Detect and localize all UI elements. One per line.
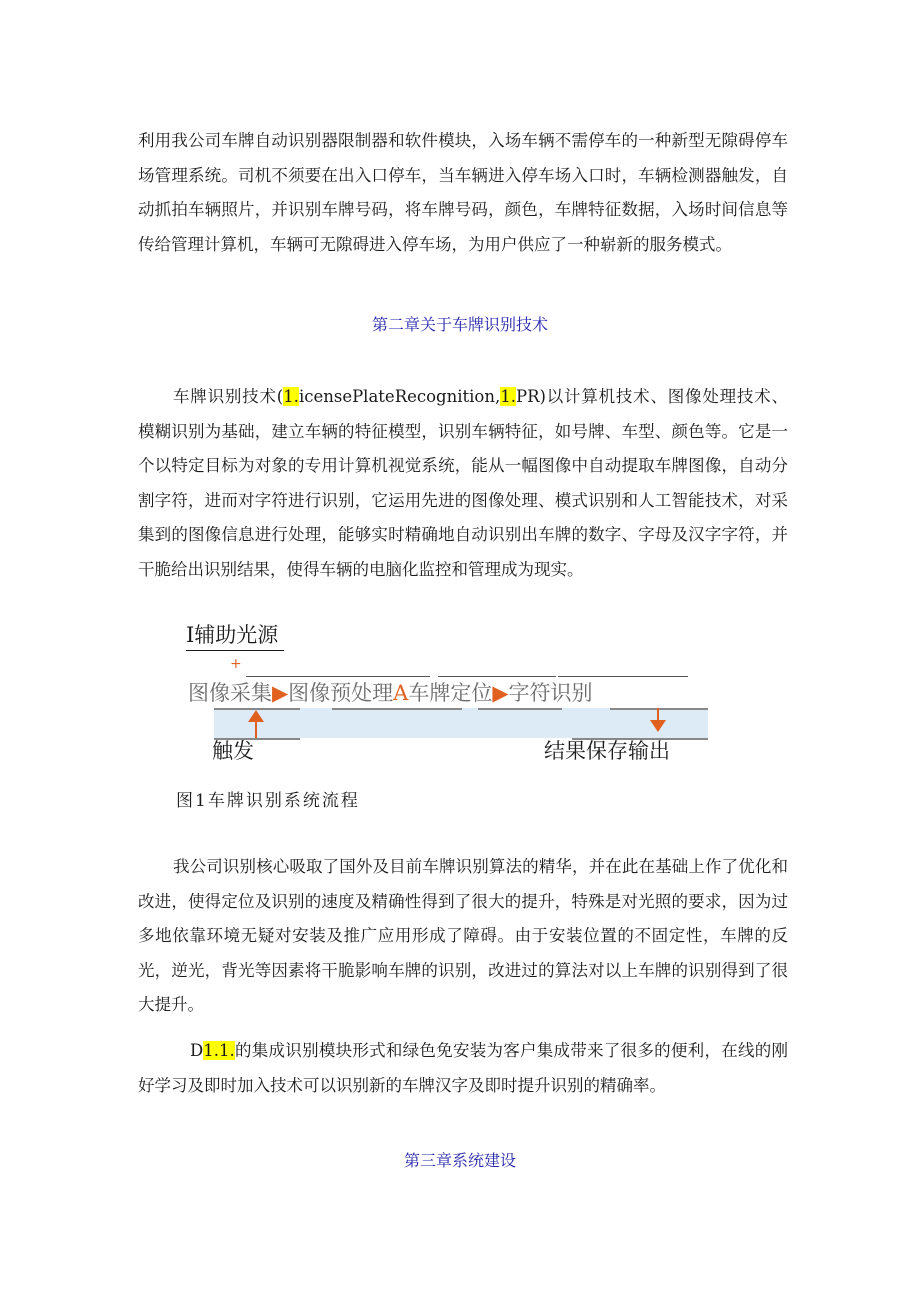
connector-line [438,676,556,677]
output-label: 结果保存输出 [544,739,670,763]
algorithm-paragraph: 我公司识别核心吸取了国外及目前车牌识别算法的精华，并在此在基础上作了优化和改进，使得定位及识别的速度及精确性得到了很大的提升，特殊是对光照的要求，因为过多地依靠环境无疑对安装及推广应用形成了障碍。由于安装位置的不固定性，车牌的反光，逆光，背光等因素将干脆影响车牌的识别，改进过的算法对以上车牌的识别得到了很大提升。 [138,857,788,1014]
flow-band [214,708,708,738]
lpr-text-middle: icensePlateRecognition, [298,387,501,406]
flow-arrow-icon: A [393,681,409,705]
lpr-flow-diagram [186,618,716,768]
connector-line [558,676,688,677]
flow-arrow-icon: ▶ [272,681,289,705]
band-segment [478,708,562,710]
step-image-capture: 图像采集 [188,681,272,705]
intro-paragraph: 利用我公司车牌自动识别器限制器和软件模块，入场车辆不需停车的一种新型无隙碍停车场管理系统。司机不须要在出入口停车，当车辆进入停车场入口时，车辆检测器触发，自动抓拍车辆照片，并识别车牌号码，将车牌号码，颜色，车牌特征数据，入场时间信息等传给管理计算机，车辆可无隙碍进入停车场，为用户供应了一种崭新的服务模式。 [138,131,788,254]
auxiliary-light-label: I辅助光源 [186,620,284,651]
lpr-text-end: PR)以计算机技术、图像处理技术、模糊识别为基础，建立车辆的特征模型，识别车辆特征，如号牌、车型、颜色等。它是一个以特定目标为对象的专用计算机视觉系统，能从一幅图像中自动提取车牌图像，自动分割字符，进而对字符进行识别，它运用先进的图像处理、模式识别和人工智能技术，对采集到的图像信息进行处理，能够实时精确地自动识别出车牌的数字、字母及汉字字符，并干脆给出识别结果，使得车辆的电脑化监控和管理成为现实。 [138,387,789,579]
module-text-start: D [190,1041,204,1060]
flow-arrow-icon: ▶ [492,681,509,705]
module-text-end: 的集成识别模块形式和绿色免安装为客户集成带来了很多的便利，在线的刚好学习及即时加入技术可以识别新的车牌汉字及即时提升识别的精确率。 [138,1041,788,1095]
chapter-2-heading: 第二章关于车牌识别技术 [371,315,548,334]
figure-caption: 图1车牌识别系统流程 [176,791,360,811]
plus-marker: + [230,656,242,672]
step-preprocess: 图像预处理 [288,681,394,705]
lpr-highlight-1: 1. [283,387,299,406]
up-arrow-icon [248,710,264,722]
module-paragraph [138,1034,788,1103]
step-char-recognize: 字符识别 [508,681,593,705]
lpr-paragraph [138,380,788,587]
band-segment [332,708,462,710]
down-arrow-icon [650,720,666,732]
up-arrow-stem [255,722,257,738]
connector-line [246,676,430,677]
step-plate-locate: 车牌定位 [408,681,493,705]
module-highlight: 1.1. [203,1041,235,1060]
trigger-label: 触发 [212,739,254,763]
chapter-3-heading: 第三章系统建设 [403,1151,516,1170]
flow-steps [188,678,592,708]
band-segment [610,708,708,710]
lpr-highlight-2: 1. [500,387,516,406]
lpr-text-start: 车牌识别技术( [173,387,284,406]
